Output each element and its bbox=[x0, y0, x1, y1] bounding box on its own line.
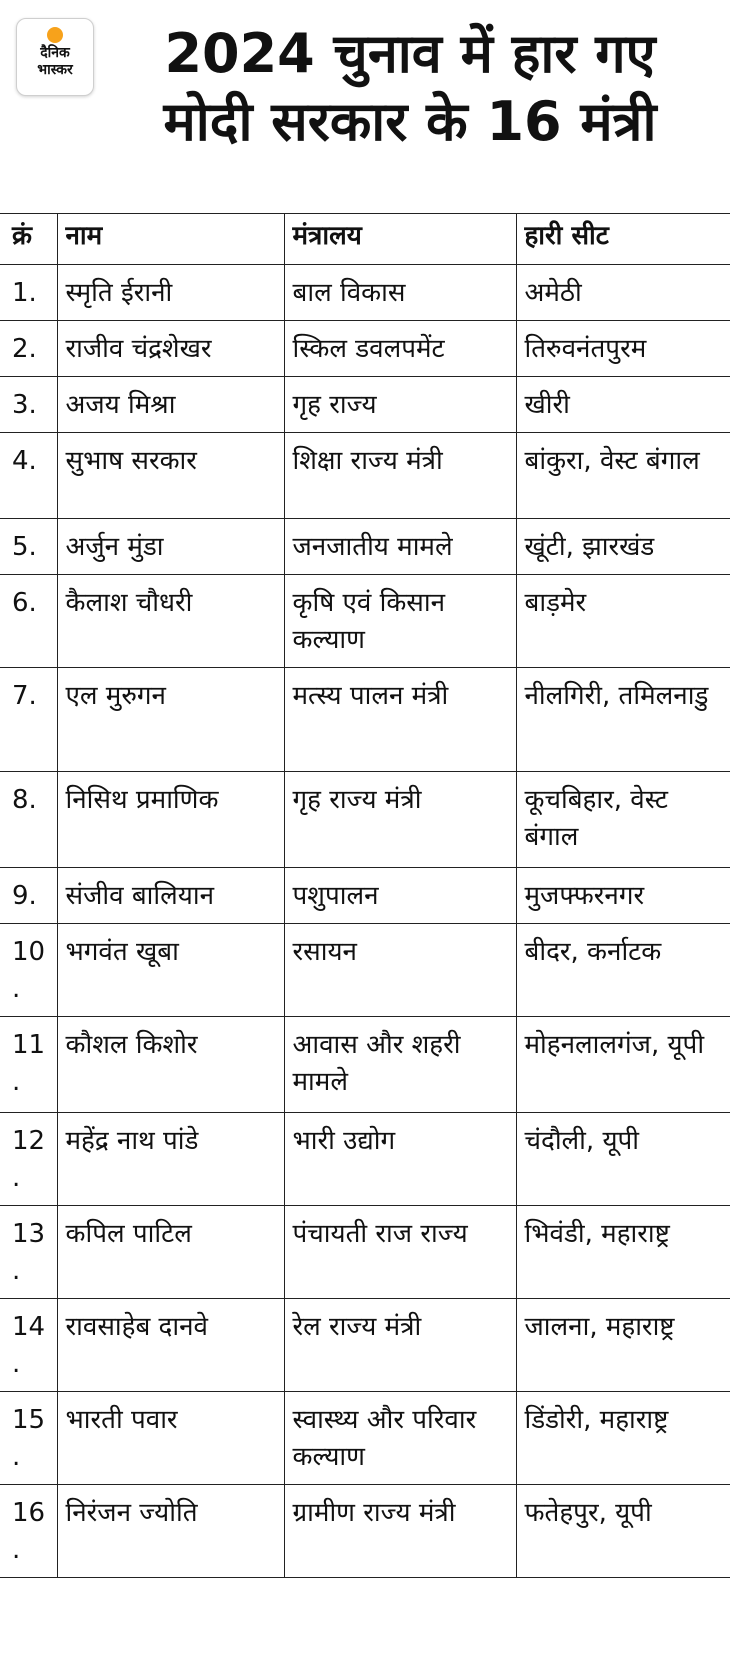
table-row bbox=[0, 519, 730, 575]
cell-serial: 8. bbox=[0, 772, 57, 868]
title-line-1: 2024 चुनाव में हार गए bbox=[164, 22, 656, 85]
header-serial: क्रं bbox=[0, 214, 57, 265]
cell-seat: बांकुरा, वेस्ट बंगाल bbox=[516, 433, 730, 519]
table-row bbox=[0, 868, 730, 924]
cell-ministry: पंचायती राज राज्य bbox=[284, 1206, 516, 1299]
table-row bbox=[0, 924, 730, 1017]
cell-name: सुभाष सरकार bbox=[57, 433, 284, 519]
cell-serial: 7. bbox=[0, 668, 57, 772]
table-row bbox=[0, 1206, 730, 1299]
table-row bbox=[0, 1299, 730, 1392]
header-ministry: मंत्रालय bbox=[284, 214, 516, 265]
table-row bbox=[0, 321, 730, 377]
cell-name: राजीव चंद्रशेखर bbox=[57, 321, 284, 377]
table-row bbox=[0, 1392, 730, 1485]
cell-ministry: भारी उद्योग bbox=[284, 1113, 516, 1206]
cell-serial: 15. bbox=[0, 1392, 57, 1485]
cell-seat: जालना, महाराष्ट्र bbox=[516, 1299, 730, 1392]
cell-ministry: गृह राज्य मंत्री bbox=[284, 772, 516, 868]
cell-seat: कूचबिहार, वेस्ट बंगाल bbox=[516, 772, 730, 868]
page-title bbox=[105, 20, 715, 156]
cell-name: संजीव बालियान bbox=[57, 868, 284, 924]
cell-name: कपिल पाटिल bbox=[57, 1206, 284, 1299]
cell-seat: चंदौली, यूपी bbox=[516, 1113, 730, 1206]
cell-name: अर्जुन मुंडा bbox=[57, 519, 284, 575]
cell-serial: 16. bbox=[0, 1485, 57, 1578]
cell-name: भगवंत खूबा bbox=[57, 924, 284, 1017]
cell-serial: 13. bbox=[0, 1206, 57, 1299]
cell-serial: 10. bbox=[0, 924, 57, 1017]
logo-line-2: भास्कर bbox=[37, 62, 73, 78]
cell-serial: 3. bbox=[0, 377, 57, 433]
cell-ministry: आवास और शहरी मामले bbox=[284, 1017, 516, 1113]
logo-line-1: दैनिक bbox=[40, 45, 70, 61]
cell-ministry: गृह राज्य bbox=[284, 377, 516, 433]
cell-seat: बाड़मेर bbox=[516, 575, 730, 668]
cell-seat: मोहनलालगंज, यूपी bbox=[516, 1017, 730, 1113]
header-seat: हारी सीट bbox=[516, 214, 730, 265]
cell-serial: 6. bbox=[0, 575, 57, 668]
cell-name: निसिथ प्रमाणिक bbox=[57, 772, 284, 868]
cell-seat: नीलगिरी, तमिलनाडु bbox=[516, 668, 730, 772]
cell-seat: डिंडोरी, महाराष्ट्र bbox=[516, 1392, 730, 1485]
cell-name: स्मृति ईरानी bbox=[57, 265, 284, 321]
table-row bbox=[0, 1113, 730, 1206]
cell-serial: 5. bbox=[0, 519, 57, 575]
title-line-2: मोदी सरकार के 16 मंत्री bbox=[163, 90, 657, 153]
cell-seat: बीदर, कर्नाटक bbox=[516, 924, 730, 1017]
cell-seat: फतेहपुर, यूपी bbox=[516, 1485, 730, 1578]
table-row bbox=[0, 575, 730, 668]
cell-name: अजय मिश्रा bbox=[57, 377, 284, 433]
cell-serial: 14. bbox=[0, 1299, 57, 1392]
table-row bbox=[0, 1017, 730, 1113]
cell-ministry: रेल राज्य मंत्री bbox=[284, 1299, 516, 1392]
table-row bbox=[0, 668, 730, 772]
table-header-row bbox=[0, 214, 730, 265]
cell-serial: 2. bbox=[0, 321, 57, 377]
cell-ministry: शिक्षा राज्य मंत्री bbox=[284, 433, 516, 519]
cell-ministry: मत्स्य पालन मंत्री bbox=[284, 668, 516, 772]
cell-ministry: स्वास्थ्य और परिवार कल्याण bbox=[284, 1392, 516, 1485]
cell-name: भारती पवार bbox=[57, 1392, 284, 1485]
cell-serial: 12. bbox=[0, 1113, 57, 1206]
cell-name: निरंजन ज्योति bbox=[57, 1485, 284, 1578]
cell-serial: 1. bbox=[0, 265, 57, 321]
header-name: नाम bbox=[57, 214, 284, 265]
cell-seat: मुजफ्फरनगर bbox=[516, 868, 730, 924]
cell-serial: 11. bbox=[0, 1017, 57, 1113]
ministers-table bbox=[0, 213, 730, 1578]
table-row bbox=[0, 377, 730, 433]
cell-name: एल मुरुगन bbox=[57, 668, 284, 772]
cell-seat: खीरी bbox=[516, 377, 730, 433]
table-row bbox=[0, 265, 730, 321]
cell-seat: अमेठी bbox=[516, 265, 730, 321]
cell-seat: तिरुवनंतपुरम bbox=[516, 321, 730, 377]
cell-ministry: स्किल डवलपमेंट bbox=[284, 321, 516, 377]
cell-seat: भिवंडी, महाराष्ट्र bbox=[516, 1206, 730, 1299]
cell-ministry: बाल विकास bbox=[284, 265, 516, 321]
cell-seat: खूंटी, झारखंड bbox=[516, 519, 730, 575]
cell-ministry: कृषि एवं किसान कल्याण bbox=[284, 575, 516, 668]
cell-serial: 9. bbox=[0, 868, 57, 924]
cell-ministry: पशुपालन bbox=[284, 868, 516, 924]
sun-icon bbox=[47, 27, 63, 43]
cell-name: महेंद्र नाथ पांडे bbox=[57, 1113, 284, 1206]
cell-name: कौशल किशोर bbox=[57, 1017, 284, 1113]
cell-ministry: ग्रामीण राज्य मंत्री bbox=[284, 1485, 516, 1578]
cell-serial: 4. bbox=[0, 433, 57, 519]
header bbox=[0, 0, 730, 200]
cell-name: रावसाहेब दानवे bbox=[57, 1299, 284, 1392]
table-row bbox=[0, 772, 730, 868]
cell-ministry: जनजातीय मामले bbox=[284, 519, 516, 575]
cell-name: कैलाश चौधरी bbox=[57, 575, 284, 668]
cell-ministry: रसायन bbox=[284, 924, 516, 1017]
dainik-bhaskar-logo bbox=[16, 18, 94, 96]
table-row bbox=[0, 433, 730, 519]
table-row bbox=[0, 1485, 730, 1578]
